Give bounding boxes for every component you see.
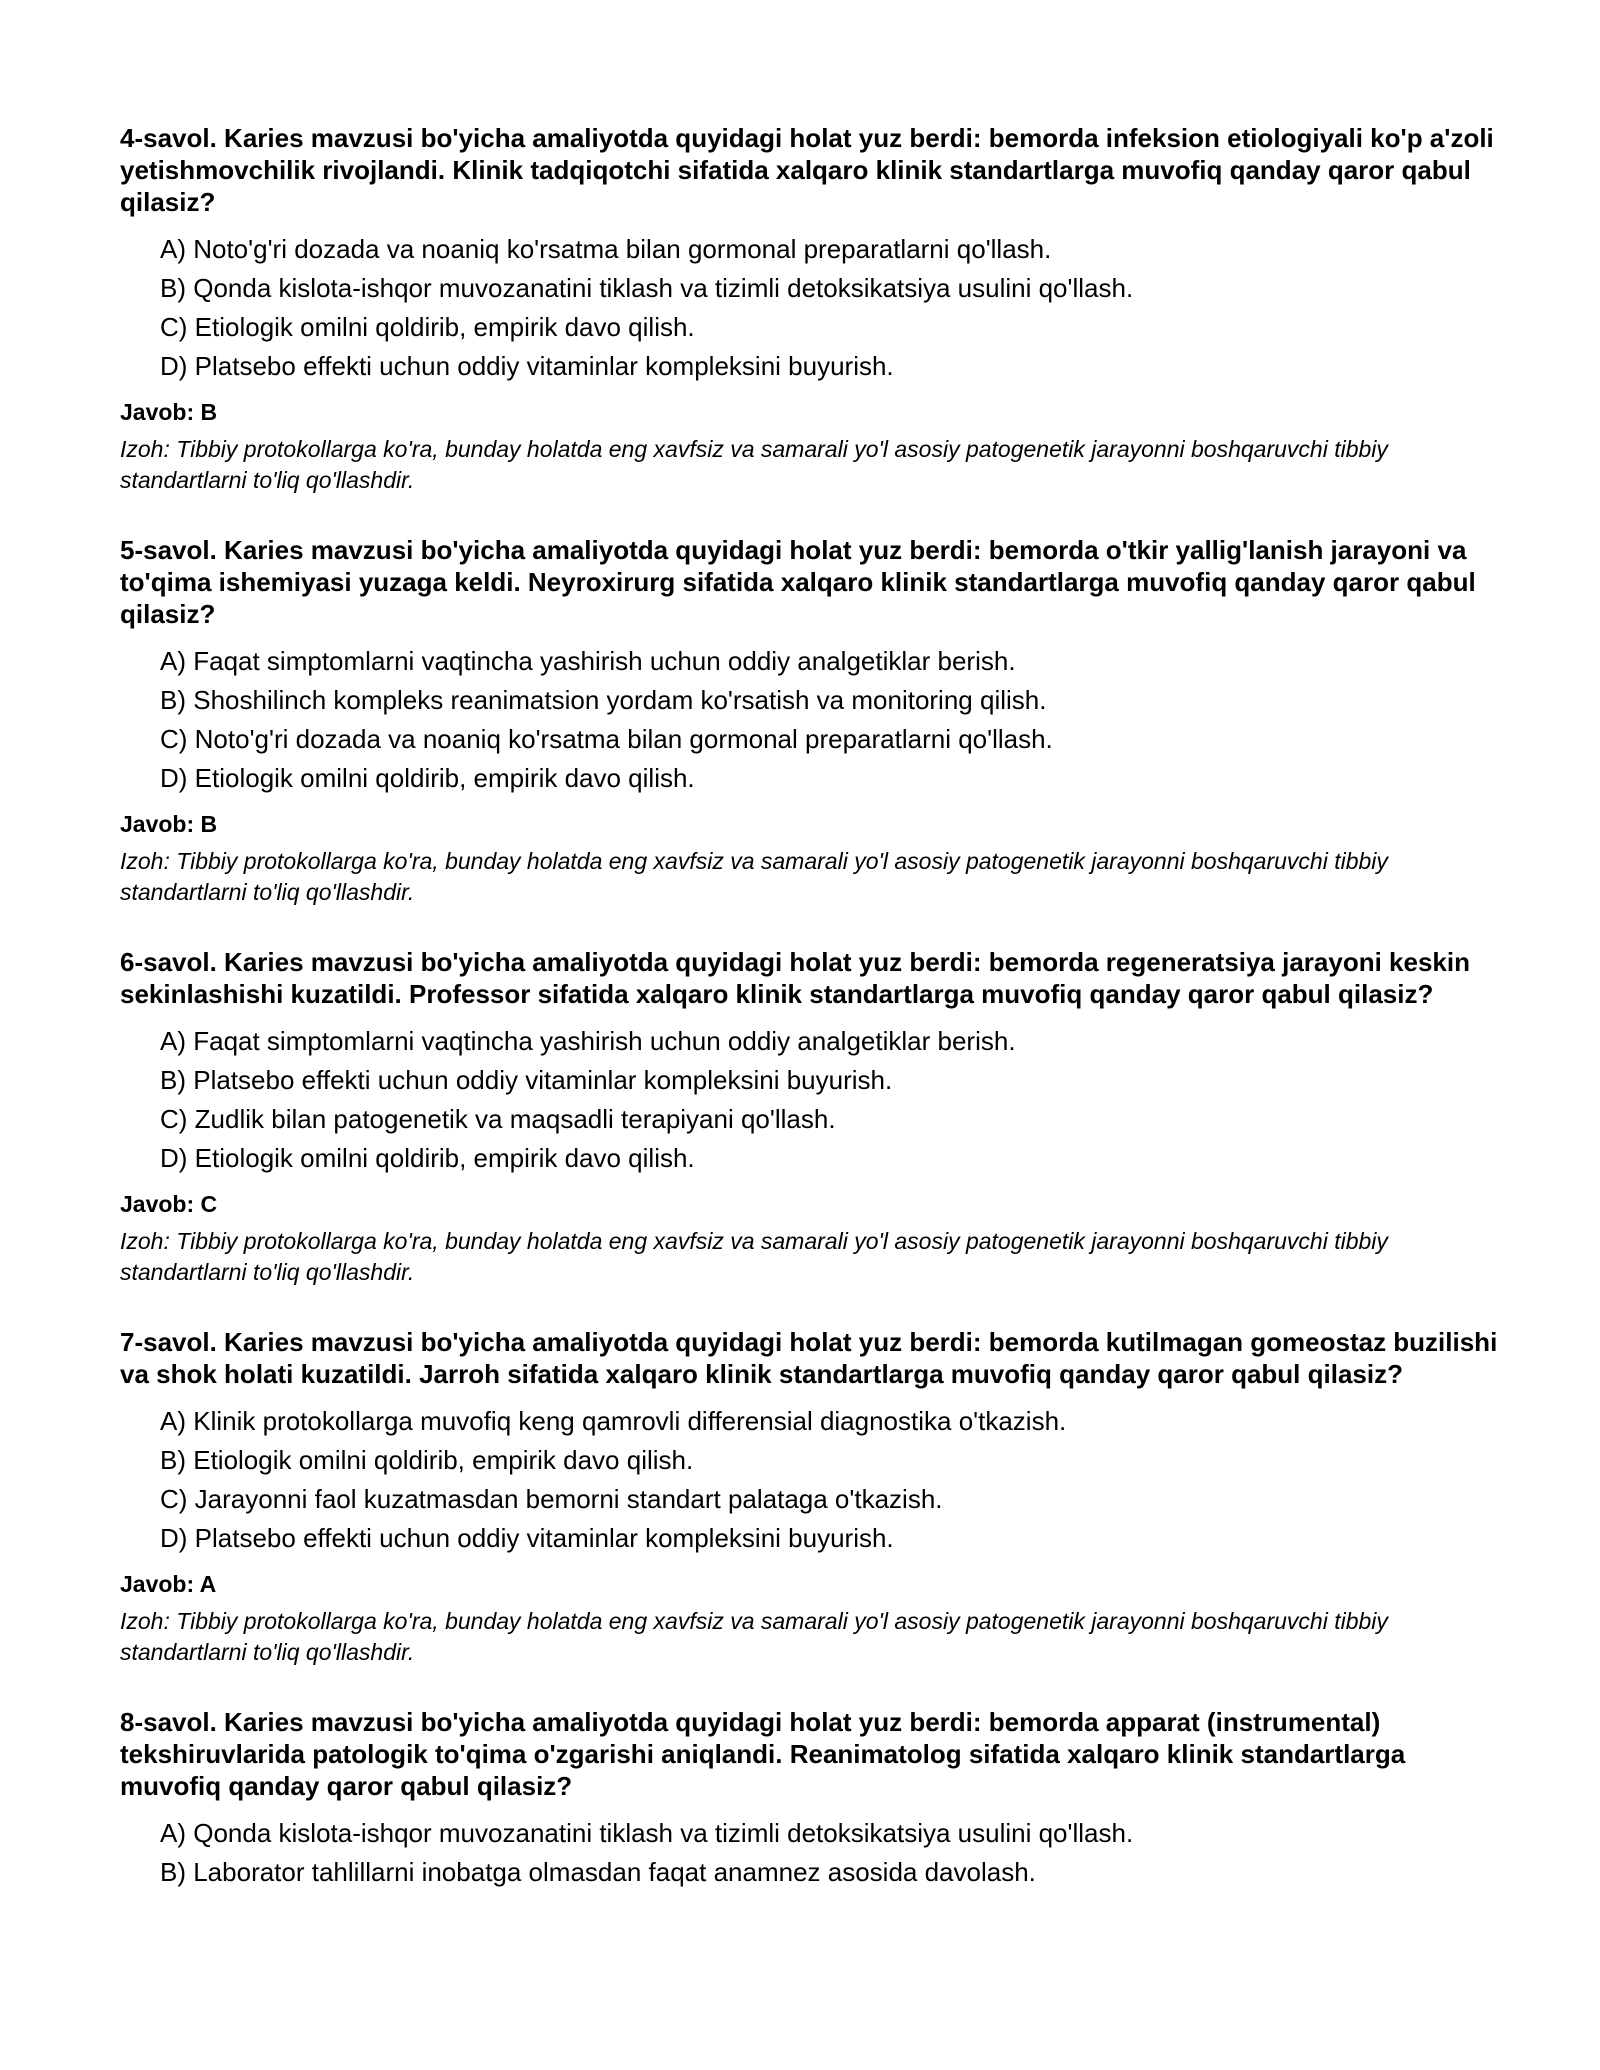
options-list (120, 642, 1500, 798)
question-text: 5-savol. Karies mavzusi bo'yicha amaliyotda quyidagi holat yuz berdi: bemorda o'tkir yallig'lanish jarayoni va to'qima ishemiyasi yuzaga keldi. Neyroxirurg sifatida xalqaro klinik standartlarga muvofiq qanday qaror qabul qilasiz? (120, 535, 1476, 629)
question-7 (120, 1326, 1500, 1668)
question-text: 6-savol. Karies mavzusi bo'yicha amaliyotda quyidagi holat yuz berdi: bemorda regeneratsiya jarayoni keskin sekinlashishi kuzatildi. Professor sifatida xalqaro klinik standartlarga muvofiq qanday qaror qabul qilasiz? (120, 947, 1470, 1009)
answer: Javob: A (120, 1571, 217, 1597)
option-c: C) Zudlik bilan patogenetik va maqsadli terapiyani qo'llash. (160, 1104, 836, 1134)
option-b: B) Platsebo effekti uchun oddiy vitaminlar kompleksini buyurish. (160, 1065, 893, 1095)
option-d: D) Etiologik omilni qoldirib, empirik davo qilish. (160, 1143, 695, 1173)
document-content (120, 122, 1500, 1930)
options-list (120, 1022, 1500, 1178)
option-b: B) Laborator tahlillarni inobatga olmasdan faqat anamnez asosida davolash. (160, 1857, 1036, 1887)
answer: Javob: C (120, 1191, 218, 1217)
option-a: A) Faqat simptomlarni vaqtincha yashirish uchun oddiy analgetiklar berish. (160, 646, 1016, 676)
answer: Javob: B (120, 811, 218, 837)
question-5 (120, 534, 1500, 908)
option-b: B) Shoshilinch kompleks reanimatsion yordam ko'rsatish va monitoring qilish. (160, 685, 1047, 715)
option-d: D) Platsebo effekti uchun oddiy vitaminlar kompleksini buyurish. (160, 351, 894, 381)
question-4 (120, 122, 1500, 496)
explanation-note: Izoh: Tibbiy protokollarga ko'ra, bunday holatda eng xavfsiz va samarali yo'l asosiy patogenetik jarayonni boshqaruvchi tibbiy standartlarni to'liq qo'llashdir. (120, 1228, 1388, 1285)
options-list (120, 230, 1500, 386)
option-c: C) Etiologik omilni qoldirib, empirik davo qilish. (160, 312, 695, 342)
option-a: A) Faqat simptomlarni vaqtincha yashirish uchun oddiy analgetiklar berish. (160, 1026, 1016, 1056)
question-text: 8-savol. Karies mavzusi bo'yicha amaliyotda quyidagi holat yuz berdi: bemorda apparat (instrumental) tekshiruvlarida patologik to'qima o'zgarishi aniqlandi. Reanimatolog sifatida xalqaro klinik standartlarga muvofiq qanday qaror qabul qilasiz? (120, 1707, 1406, 1801)
options-list (120, 1402, 1500, 1558)
option-c: C) Jarayonni faol kuzatmasdan bemorni standart palataga o'tkazish. (160, 1484, 943, 1514)
option-b: B) Etiologik omilni qoldirib, empirik davo qilish. (160, 1445, 694, 1475)
option-a: A) Qonda kislota-ishqor muvozanatini tiklash va tizimli detoksikatsiya usulini qo'llash. (160, 1818, 1134, 1848)
question-text: 4-savol. Karies mavzusi bo'yicha amaliyotda quyidagi holat yuz berdi: bemorda infeksion etiologiyali ko'p a'zoli yetishmovchilik rivojlandi. Klinik tadqiqotchi sifatida xalqaro klinik standartlarga muvofiq qanday qaror qabul qilasiz? (120, 123, 1494, 217)
explanation-note: Izoh: Tibbiy protokollarga ko'ra, bunday holatda eng xavfsiz va samarali yo'l asosiy patogenetik jarayonni boshqaruvchi tibbiy standartlarni to'liq qo'llashdir. (120, 436, 1388, 493)
option-b: B) Qonda kislota-ishqor muvozanatini tiklash va tizimli detoksikatsiya usulini qo'llash. (160, 273, 1134, 303)
explanation-note: Izoh: Tibbiy protokollarga ko'ra, bunday holatda eng xavfsiz va samarali yo'l asosiy patogenetik jarayonni boshqaruvchi tibbiy standartlarni to'liq qo'llashdir. (120, 848, 1388, 905)
option-a: A) Klinik protokollarga muvofiq keng qamrovli differensial diagnostika o'tkazish. (160, 1406, 1067, 1436)
answer: Javob: B (120, 399, 218, 425)
question-8 (120, 1706, 1500, 1892)
option-a: A) Noto'g'ri dozada va noaniq ko'rsatma bilan gormonal preparatlarni qo'llash. (160, 234, 1052, 264)
option-d: D) Platsebo effekti uchun oddiy vitaminlar kompleksini buyurish. (160, 1523, 894, 1553)
question-text: 7-savol. Karies mavzusi bo'yicha amaliyotda quyidagi holat yuz berdi: bemorda kutilmagan gomeostaz buzilishi va shok holati kuzatildi. Jarroh sifatida xalqaro klinik standartlarga muvofiq qanday qaror qabul qilasiz? (120, 1327, 1498, 1389)
option-c: C) Noto'g'ri dozada va noaniq ko'rsatma bilan gormonal preparatlarni qo'llash. (160, 724, 1053, 754)
explanation-note: Izoh: Tibbiy protokollarga ko'ra, bunday holatda eng xavfsiz va samarali yo'l asosiy patogenetik jarayonni boshqaruvchi tibbiy standartlarni to'liq qo'llashdir. (120, 1608, 1388, 1665)
options-list (120, 1814, 1500, 1892)
question-6 (120, 946, 1500, 1288)
option-d: D) Etiologik omilni qoldirib, empirik davo qilish. (160, 763, 695, 793)
